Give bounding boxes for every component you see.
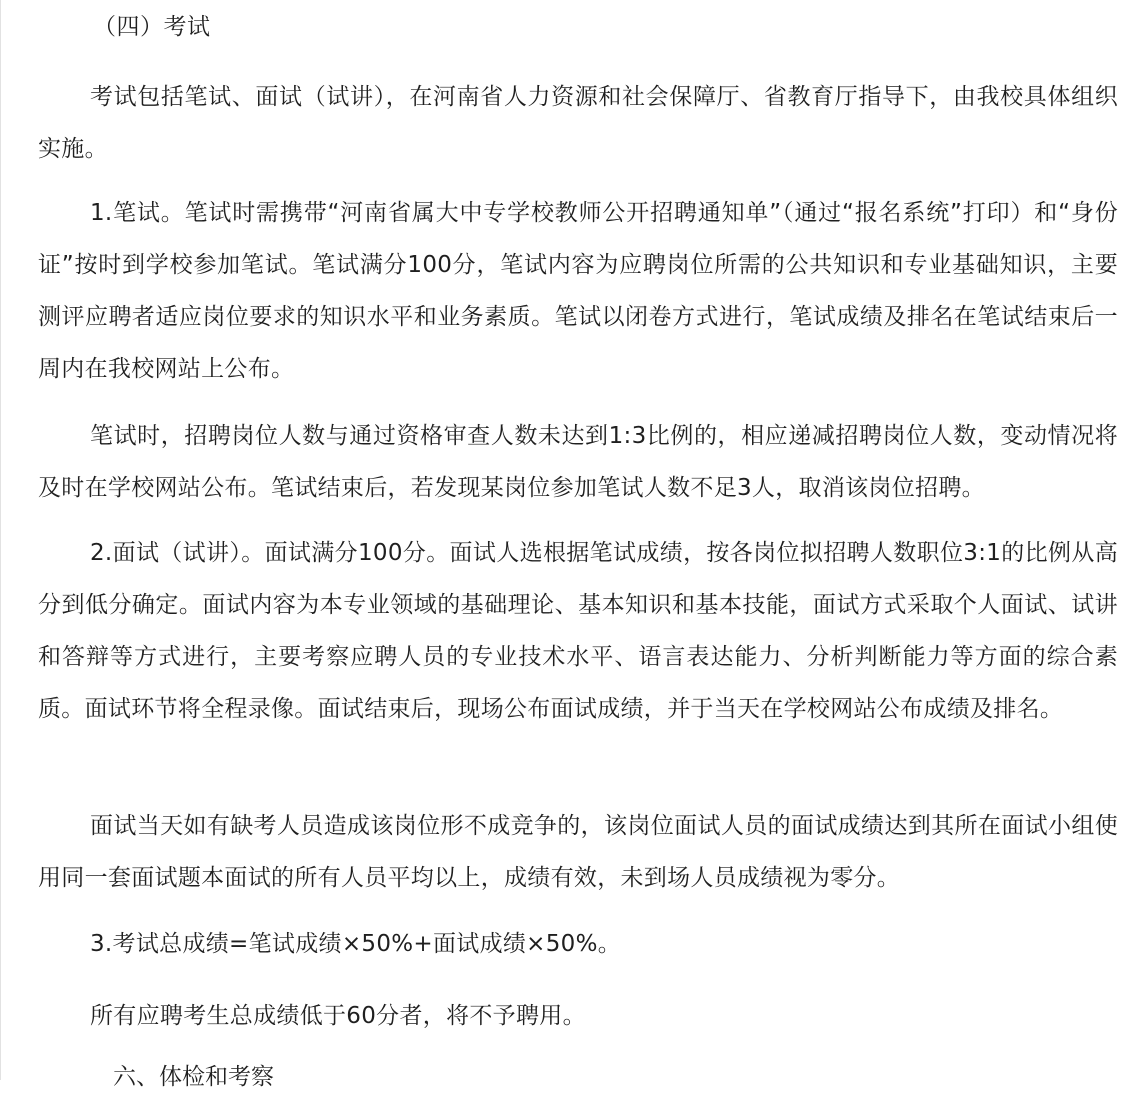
paragraph-written-exam: 1.笔试。笔试时需携带“河南省属大中专学校教师公开招聘通知单”（通过“报名系统”打印）和“身份证”按时到学校参加笔试。笔试满分100分，笔试内容为应聘岗位所需的公共知识和专业基础知识，主要测评应聘者适应岗位要求的知识水平和业务素质。笔试以闭卷方式进行，笔试成绩及排名在笔试结束后一周内在我校网站上公布。 bbox=[38, 200, 1118, 382]
paragraph-interview-absence: 面试当天如有缺考人员造成该岗位形不成竞争的，该岗位面试人员的面试成绩达到其所在面试小组使用同一套面试题本面试的所有人员平均以上，成绩有效，未到场人员成绩视为零分。 bbox=[38, 813, 1118, 891]
section-heading: （四）考试 bbox=[93, 14, 211, 40]
paragraph-interview: 2.面试（试讲）。面试满分100分。面试人选根据笔试成绩，按各岗位拟招聘人数职位3:1的比例从高分到低分确定。面试内容为本专业领域的基础理论、基本知识和基本技能，面试方式采取个人面试、试讲和答辩等方式进行，主要考察应聘人员的专业技术水平、语言表达能力、分析判断能力等方面的综合素质。面试环节将全程录像。面试结束后，现场公布面试成绩，并于当天在学校网站公布成绩及排名。 bbox=[38, 540, 1118, 722]
paragraph-minimum-score: 所有应聘考生总成绩低于60分者，将不予聘用。 bbox=[90, 1003, 586, 1029]
paragraph-total-score: 3.考试总成绩=笔试成绩×50%+面试成绩×50%。 bbox=[90, 931, 622, 957]
next-section-heading: 六、体检和考察 bbox=[113, 1064, 274, 1090]
paragraph-exam-overview: 考试包括笔试、面试（试讲），在河南省人力资源和社会保障厅、省教育厅指导下，由我校具体组织实施。 bbox=[38, 84, 1118, 162]
paragraph-written-exam-ratio: 笔试时，招聘岗位人数与通过资格审查人数未达到1:3比例的，相应递减招聘岗位人数，变动情况将及时在学校网站公布。笔试结束后，若发现某岗位参加笔试人数不足3人，取消该岗位招聘。 bbox=[38, 423, 1118, 501]
